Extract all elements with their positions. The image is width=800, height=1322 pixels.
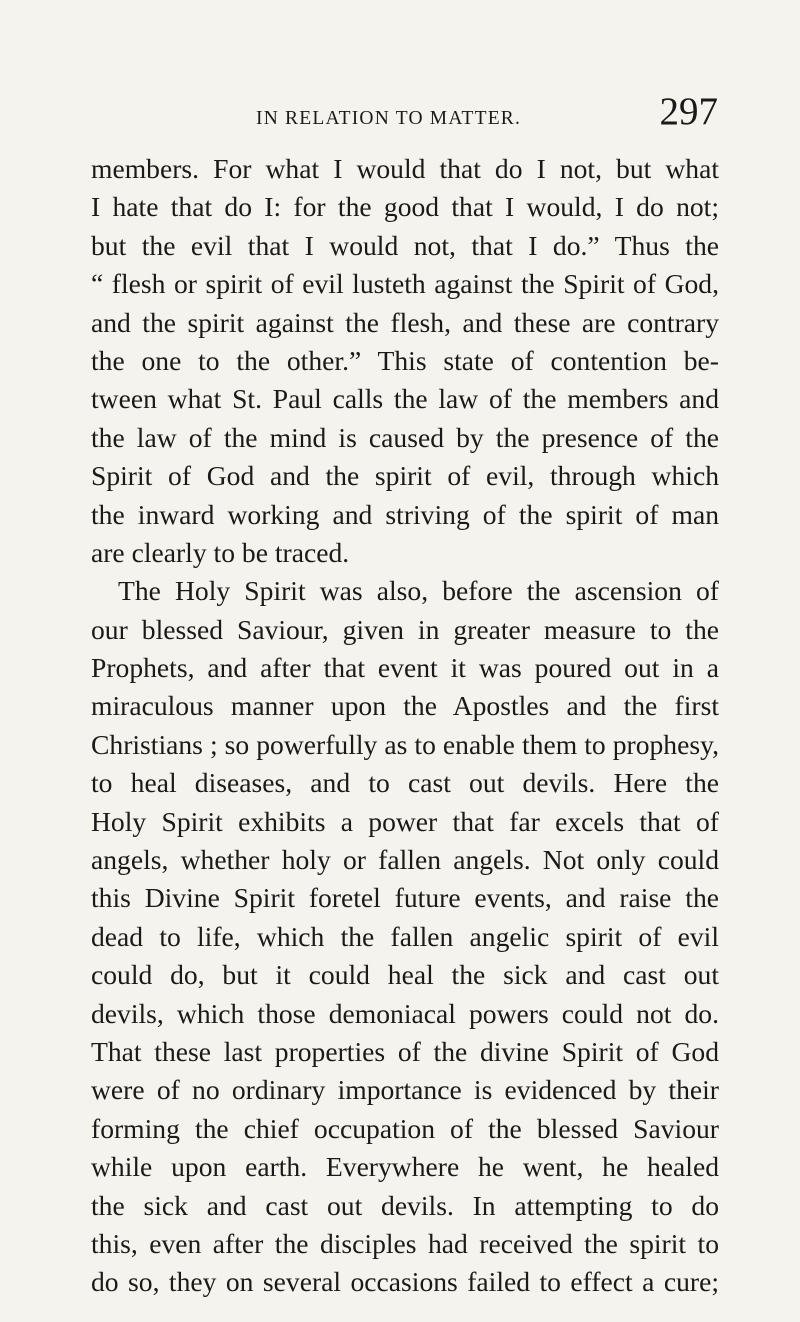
running-head: IN RELATION TO MATTER. (256, 108, 522, 129)
text-line: our blessed Saviour, given in greater measure to the (91, 613, 719, 645)
text-line: to heal diseases, and to cast out devils. Here the (91, 767, 719, 799)
text-line: miraculous manner upon the Apostles and the first (91, 690, 719, 722)
text-line: the sick and cast out devils. In attempting to do (91, 1189, 719, 1221)
text-line: angels, whether holy or fallen angels. Not only could (91, 844, 719, 876)
body-text (91, 150, 719, 1302)
text-line: tween what St. Paul calls the law of the members and (91, 383, 719, 415)
text-line: this Divine Spirit foretel future events, and raise the (91, 882, 719, 914)
text-line: The Holy Spirit was also, before the ascension of (118, 575, 719, 607)
text-line: the law of the mind is caused by the presence of the (91, 421, 719, 453)
text-line: do so, they on several occasions failed to effect a cure; (91, 1266, 719, 1298)
text-line: the inward working and striving of the spirit of man (91, 498, 719, 530)
text-line: and the spirit against the flesh, and these are contrary (91, 306, 719, 338)
text-line: members. For what I would that do I not, but what (91, 153, 719, 184)
text-line: but the evil that I would not, that I do.” Thus the (91, 229, 719, 261)
text-line: could do, but it could heal the sick and cast out (91, 959, 719, 991)
text-line: Spirit of God and the spirit of evil, through which (91, 460, 719, 492)
text-line: devils, which those demoniacal powers could not do. (91, 997, 719, 1029)
page-number: 297 (659, 90, 718, 133)
text-line: That these last properties of the divine Spirit of God (91, 1035, 719, 1067)
text-line: forming the chief occupation of the blessed Saviour (91, 1112, 719, 1144)
text-line: I hate that do I: for the good that I would, I do not; (91, 191, 719, 223)
text-line: dead to life, which the fallen angelic spirit of evil (91, 920, 719, 952)
page-header (90, 88, 718, 136)
text-line: “ flesh or spirit of evil lusteth against the Spirit of God, (91, 268, 719, 300)
text-line: while upon earth. Everywhere he went, he healed (91, 1151, 719, 1183)
text-line: Holy Spirit exhibits a power that far excels that of (91, 805, 719, 837)
text-line: Prophets, and after that event it was poured out in a (91, 652, 719, 684)
text-line: are clearly to be traced. (91, 536, 350, 568)
text-line: this, even after the disciples had received the spirit to (91, 1227, 719, 1259)
text-line: Christians ; so powerfully as to enable them to prophesy, (91, 728, 719, 760)
text-line: the one to the other.” This state of contention be- (91, 344, 719, 376)
text-line: were of no ordinary importance is evidenced by their (91, 1074, 719, 1106)
